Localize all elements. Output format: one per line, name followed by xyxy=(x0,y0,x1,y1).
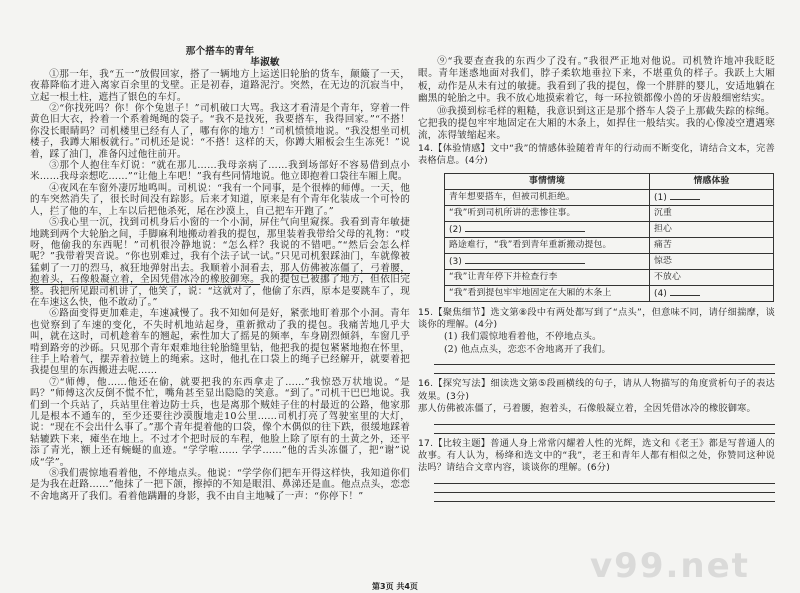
paragraph: ⑦“师傅，他……他还在偷，就要把我的东西拿走了……”我惊恐万状地说。“是吗？”师傅这次反倒不慌不忙，嘴角甚至显出隐隐的笑意。“到了。”司机干巴巴地说。我们到一个兵站了，兵站里住着边防士兵，也是离那个贼娃子住的村最近的公路，他家那儿是根本不通车的，至少还要往沙漠腹地走10公里……司机打亮了驾驶室里的大灯，说：“现在不会出什么事了。”那个青年提着他的口袋，像个木偶似的往下跌，很缓地踩着轱辘跌下来，瘫坐在地上。不过才个把时辰的车程，他脸上除了原有的土黄之外，还平添了青光，额上还有蜿蜒的血迹。“学学啦…… 学学……”他的舌头冻僵了，把“谢”说成“学”。 xyxy=(30,376,410,468)
table-row xyxy=(445,237,774,253)
blank-label: (2) xyxy=(449,224,463,235)
blank xyxy=(465,255,585,264)
blank-label: (3) xyxy=(449,256,463,267)
underlined-sentence: 那人仿佛被冻僵了，弓着腰，抱着头，石像般凝立着，全因凭借冰冷的橡胶御寒。 xyxy=(30,262,410,286)
cell: “我”让青年停下并检查行李 xyxy=(445,269,650,285)
header-emotion: 情感体验 xyxy=(650,173,774,189)
table-row xyxy=(445,221,774,237)
paragraph: ③那个人抱住车灯说：“就在那儿……我母亲病了……我到场部好不容易借到点小米……我母亲想吃……”“让他上车吧！”我有些同情地说。他立即抱着口袋往车厢上爬。 xyxy=(30,160,410,183)
question-14: 14.【体验情感】文中“我”的情感体验随着青年的行动而不断变化，请结合文本，完善表格信息。(4分) xyxy=(418,142,775,167)
cell: 担心 xyxy=(650,221,774,237)
answer-cell[interactable] xyxy=(650,285,774,301)
watermark: v99.net xyxy=(590,546,750,586)
text: 我的提包已被挪了地方，但依旧完整。我把所见跟司机讲了，他笑了，说：“这就对了，他偷了东西，原本是要跳车了，现在车速这么快，他不敢动了。” xyxy=(30,274,410,308)
paragraph: ⑩我摸到棕毛样的粗糙，我意识到这正是那个搭车人袋子上那截失踪的棕绳。它把我的提包牢牢地固定在大厢的木条上，如捍住一般结实。我的心像凌空遭遇寒流，冻得皱缩起来。 xyxy=(418,105,775,142)
question-15-item: (2) 他点点头，恋恋不舍地离开了我们。 xyxy=(444,343,611,355)
paragraph: ④夜风在车窗外凄厉地鸣叫。司机说：“我有一个同事，是个很棒的师傅。一天，他的车突然消失了，很长时间没有踪影。后来才知道，原来是有个青年化装成一个可怜的人，拦了他的车，上车以后把他杀死，尾在沙漠上，自己把车开跑了。” xyxy=(30,182,410,217)
paragraph: ⑧我们震惊地看着他，不停地点头。他说：“学学你们把车开得这样快，我知道你们是为我在赶路……”他抹了一把下颌，擦掉的不知是眼泪、鼻涕还是血。他点点头，恋恋不舍地离开了我们。看着他蹒跚的身影，我不由自主地喊了一声：“你停下！” xyxy=(30,468,410,502)
cell: 路途难行，“我”看到青年重新搬动提包。 xyxy=(445,237,650,253)
page-number: 第3页 共4页 xyxy=(372,582,418,591)
cell: 沉重 xyxy=(650,205,774,221)
answer-line[interactable] xyxy=(434,492,775,493)
answer-line[interactable] xyxy=(434,373,775,374)
blank-label: (4) xyxy=(654,288,668,299)
table-row xyxy=(445,189,774,205)
cell: “我”看到提包牢牢地固定在大厢的木条上 xyxy=(445,285,650,301)
answer-cell[interactable] xyxy=(445,253,650,269)
paragraph-5 xyxy=(30,217,410,308)
table-row xyxy=(445,269,774,285)
paragraph: ②“你找死吗？你！你个兔崽子！”司机破口大骂。我这才看清是个青年，穿着一件黄色旧大衣，拎着一个系着绳绳的袋子。“我不是找死，我要搭车，我得回家。”“不搭！你没长眼睛吗？司机楼里已经有人了，哪有你的地方！”司机愤愤地说。“我没想坐司机楼子，我蹲大厢板就行。”司机还是说：“不搭！这样的天，你蹲大厢板会生生冻死！”说着，踩了油门，准备闪过他往前开。 xyxy=(30,103,410,160)
table-row xyxy=(445,285,774,301)
cell: 惊恐 xyxy=(650,253,774,269)
question-16-quote: 那人仿佛被冻僵了，弓着腰，抱着头，石像般凝立着，全因凭借冰冷的橡胶御寒。 xyxy=(418,403,756,415)
blank-label: (1) xyxy=(654,192,668,203)
cell: 不放心 xyxy=(650,269,774,285)
question-16: 16.【探究写法】细读选文第⑤段画横线的句子，请从人物描写的角度赏析句子的表达效果。(3分) xyxy=(418,378,775,402)
question-15: 15.【聚焦细节】选文第⑧段中有两处都写到了“点头”，但意味不同，请仔细揣摩，谈谈你的理解。(4分) xyxy=(418,306,775,331)
answer-cell[interactable] xyxy=(650,189,774,205)
answer-line[interactable] xyxy=(434,364,775,365)
question-17: 17.【比较主题】普通人身上常常闪耀着人性的光辉，选文和《老王》都是写普通人的故事。有人认为，杨绛和选文中的“我”，老王和青年人都有相似之处，你赞同这种说法吗？请结合文章内容，谈谈你的理解。(6分) xyxy=(418,437,775,474)
answer-line[interactable] xyxy=(434,424,775,425)
header-situation: 事情情境 xyxy=(445,173,650,189)
paragraph: ⑨“我要查查我的东西少了没有。”我很严正地对他说。司机赞许地冲我眨眨眼。青年迷惑地面对我们，脖子柔软地垂拉下来，不堪重负的样子。我跃上大厢板，动作是从未有过的敏捷。我看到了我的提包，像一个胖胖的婴儿，安适地躺在幽黑的轮胎之中。我不放心地摸索着它，每一环拉锁都像小兽的牙齿般细密结实。 xyxy=(418,56,775,105)
table-row xyxy=(445,253,774,269)
paragraph: ⑥路面变得更加难走，车速减慢了。我不知如何是好，紧张地盯着那个小洞。青年也觉察到了车速的变化，不失时机地站起身，重新掀动了我的提包。我痛苦地几乎大叫，就在这时，司机趁着车的翘起，索性加大了摇晃的频率，车身剧烈倾斜，车窗几乎啃到路旁的沙砾。只见那个青年艰难地往轮胎缝里钻，他把我的提包紧紧地抱在怀里，往手上哈着气，摆弄着拉链上的绳索。这时，他扎在口袋上的绳子已经解开，就要着把我提包里的东西搬进去呢…… xyxy=(30,308,410,377)
cell: 青年想要搭车，但被司机拒绝。 xyxy=(445,189,650,205)
questions-column xyxy=(418,56,775,502)
cell: 痛苦 xyxy=(650,237,774,253)
cell: “我”听到司机所讲的悲惨往事。 xyxy=(445,205,650,221)
table-header xyxy=(445,173,774,189)
paragraph: ①那一年，我“五一”放假回家，搭了一辆地方上运送旧轮胎的货车，颠簸了一天，夜幕降临才进入离家百余里的戈壁。正是初春，道路泥泞。突然，在无边的沉寂当中，立起一根土柱，遮挡了银色的车灯。 xyxy=(30,68,410,103)
answer-line[interactable] xyxy=(434,501,775,502)
article-author: 毕淑敏 xyxy=(250,57,280,69)
answer-line[interactable] xyxy=(434,483,775,484)
answer-line[interactable] xyxy=(434,433,775,434)
table-row xyxy=(445,205,774,221)
article-title: 那个搭车的青年 xyxy=(185,46,255,57)
question-15-item: (1) 我们震惊地看着他，不停地点头。 xyxy=(444,331,602,343)
blank xyxy=(670,287,700,296)
text: ⑤我心里一沉，找到司机身后小窗的一个小洞，屏住气向里窥探。我看到青年敏捷地跳到两个大轮胎之间，手脚麻利地搬动着我的提包，那里装着我带给父母的礼物：“哎呀，他偷我的东西呢！”司机很冷静地说：“怎么样？我说的不错吧。”“然后会怎么样呢？”我带着哭音说。“你也别难过，我有个法子试一试。”只见司机狠踩油门，车就像被猛刺了一刀的烈马，疯狂地弹射出去。我顺着小洞看去， xyxy=(30,217,410,274)
answer-cell[interactable] xyxy=(445,221,650,237)
blank xyxy=(465,223,585,232)
blank xyxy=(670,191,700,200)
emotion-table xyxy=(444,173,774,302)
article-column xyxy=(30,46,410,502)
